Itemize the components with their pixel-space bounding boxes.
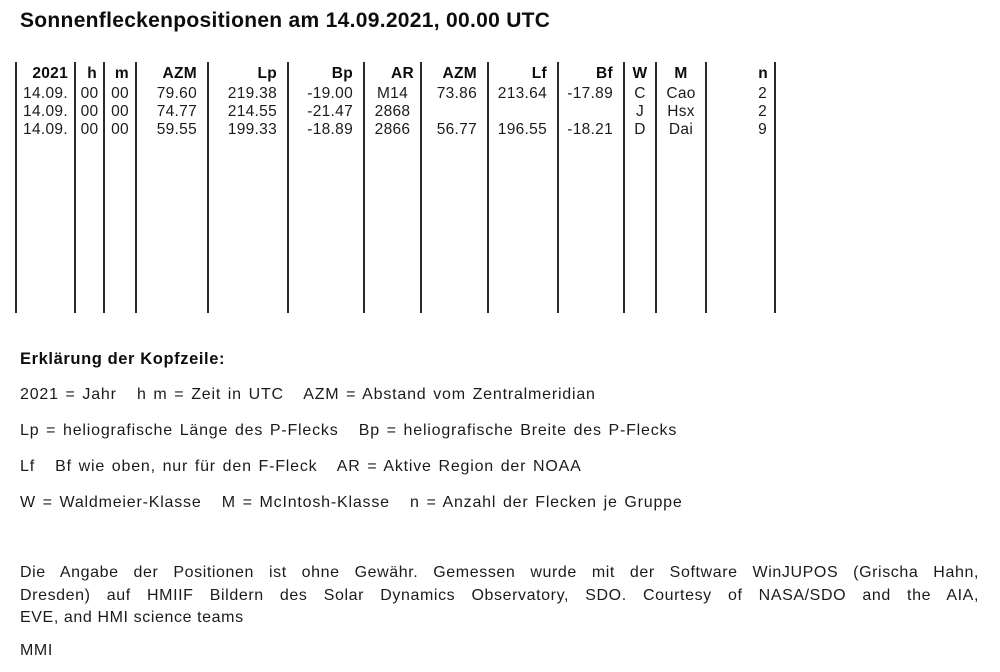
table-cell: 14.09. — [16, 103, 75, 121]
empty-cell — [706, 139, 775, 313]
table-cell: 2 — [706, 85, 775, 103]
empty-cell — [104, 139, 136, 313]
column-header: Lp — [208, 62, 288, 85]
page-title: Sonnenfleckenpositionen am 14.09.2021, 00.00 UTC — [20, 9, 551, 32]
table-cell — [488, 103, 558, 121]
table-row — [16, 121, 775, 139]
table-row — [16, 85, 775, 103]
table-cell: -17.89 — [558, 85, 624, 103]
table-cell: 14.09. — [16, 85, 75, 103]
table-cell: 199.33 — [208, 121, 288, 139]
legend-line: W = Waldmeier-Klasse M = McIntosh-Klasse n = Anzahl der Flecken je Gruppe — [20, 494, 683, 511]
column-header: AZM — [136, 62, 208, 85]
column-header: AR — [364, 62, 421, 85]
legend-line: 2021 = Jahr h m = Zeit in UTC AZM = Abstand vom Zentralmeridian — [20, 386, 596, 403]
table-cell: J — [624, 103, 656, 121]
table-cell: 74.77 — [136, 103, 208, 121]
table-cell: 9 — [706, 121, 775, 139]
table-cell: 213.64 — [488, 85, 558, 103]
table-cell: Cao — [656, 85, 706, 103]
legend-section — [20, 349, 960, 513]
table-cell: -19.00 — [288, 85, 364, 103]
table-cell: -18.89 — [288, 121, 364, 139]
table-cell: M14 — [364, 85, 421, 103]
table-cell: Dai — [656, 121, 706, 139]
column-header: AZM — [421, 62, 488, 85]
column-header: W — [624, 62, 656, 85]
table-cell: -18.21 — [558, 121, 624, 139]
table-cell: 2868 — [364, 103, 421, 121]
empty-cell — [624, 139, 656, 313]
disclaimer-line: Die Angabe der Positionen ist ohne Gewähr. Gemessen wurde mit der Software WinJUPOS (Grischa Hahn, — [20, 564, 979, 581]
table-cell — [558, 103, 624, 121]
column-header: Bf — [558, 62, 624, 85]
empty-cell — [288, 139, 364, 313]
column-header: M — [656, 62, 706, 85]
legend-line: Lp = heliografische Länge des P-Flecks Bp = heliografische Breite des P-Flecks — [20, 422, 678, 439]
table-cell: 00 — [75, 103, 104, 121]
table-cell: 214.55 — [208, 103, 288, 121]
disclaimer-line: EVE, and HMI science teams — [20, 609, 244, 626]
disclaimer-paragraph — [20, 562, 979, 630]
legend-line: Lf Bf wie oben, nur für den F-Fleck AR = Aktive Region der NOAA — [20, 458, 582, 475]
table-cell: 2 — [706, 103, 775, 121]
empty-cell — [558, 139, 624, 313]
table-cell: -21.47 — [288, 103, 364, 121]
legend-heading: Erklärung der Kopfzeile: — [20, 350, 226, 368]
table-cell: 196.55 — [488, 121, 558, 139]
column-header: Lf — [488, 62, 558, 85]
table-cell — [421, 103, 488, 121]
table-header-row — [16, 62, 775, 85]
table-cell: 00 — [75, 121, 104, 139]
empty-cell — [75, 139, 104, 313]
column-header: 2021 — [16, 62, 75, 85]
table-cell: C — [624, 85, 656, 103]
signature-text: MMI — [20, 642, 53, 659]
column-header: m — [104, 62, 136, 85]
empty-cell — [488, 139, 558, 313]
table-row — [16, 103, 775, 121]
disclaimer-line: Dresden) auf HMIIF Bildern des Solar Dynamics Observatory, SDO. Courtesy of NASA/SDO and the AIA, — [20, 586, 979, 604]
empty-cell — [16, 139, 75, 313]
table-cell: D — [624, 121, 656, 139]
empty-cell — [364, 139, 421, 313]
table-cell: Hsx — [656, 103, 706, 121]
empty-cell — [136, 139, 208, 313]
empty-cell — [421, 139, 488, 313]
table-empty-area — [16, 139, 775, 313]
column-header: h — [75, 62, 104, 85]
table-cell: 56.77 — [421, 121, 488, 139]
column-header: Bp — [288, 62, 364, 85]
table-cell: 00 — [104, 85, 136, 103]
table-cell: 00 — [104, 103, 136, 121]
table-cell: 219.38 — [208, 85, 288, 103]
empty-cell — [656, 139, 706, 313]
table-body — [16, 85, 775, 313]
empty-cell — [208, 139, 288, 313]
table-cell: 59.55 — [136, 121, 208, 139]
sunspot-position-table — [15, 62, 776, 313]
table-cell: 14.09. — [16, 121, 75, 139]
table-cell: 73.86 — [421, 85, 488, 103]
column-header: n — [706, 62, 775, 85]
table-cell: 00 — [104, 121, 136, 139]
table-cell: 79.60 — [136, 85, 208, 103]
table-cell: 2866 — [364, 121, 421, 139]
table-cell: 00 — [75, 85, 104, 103]
